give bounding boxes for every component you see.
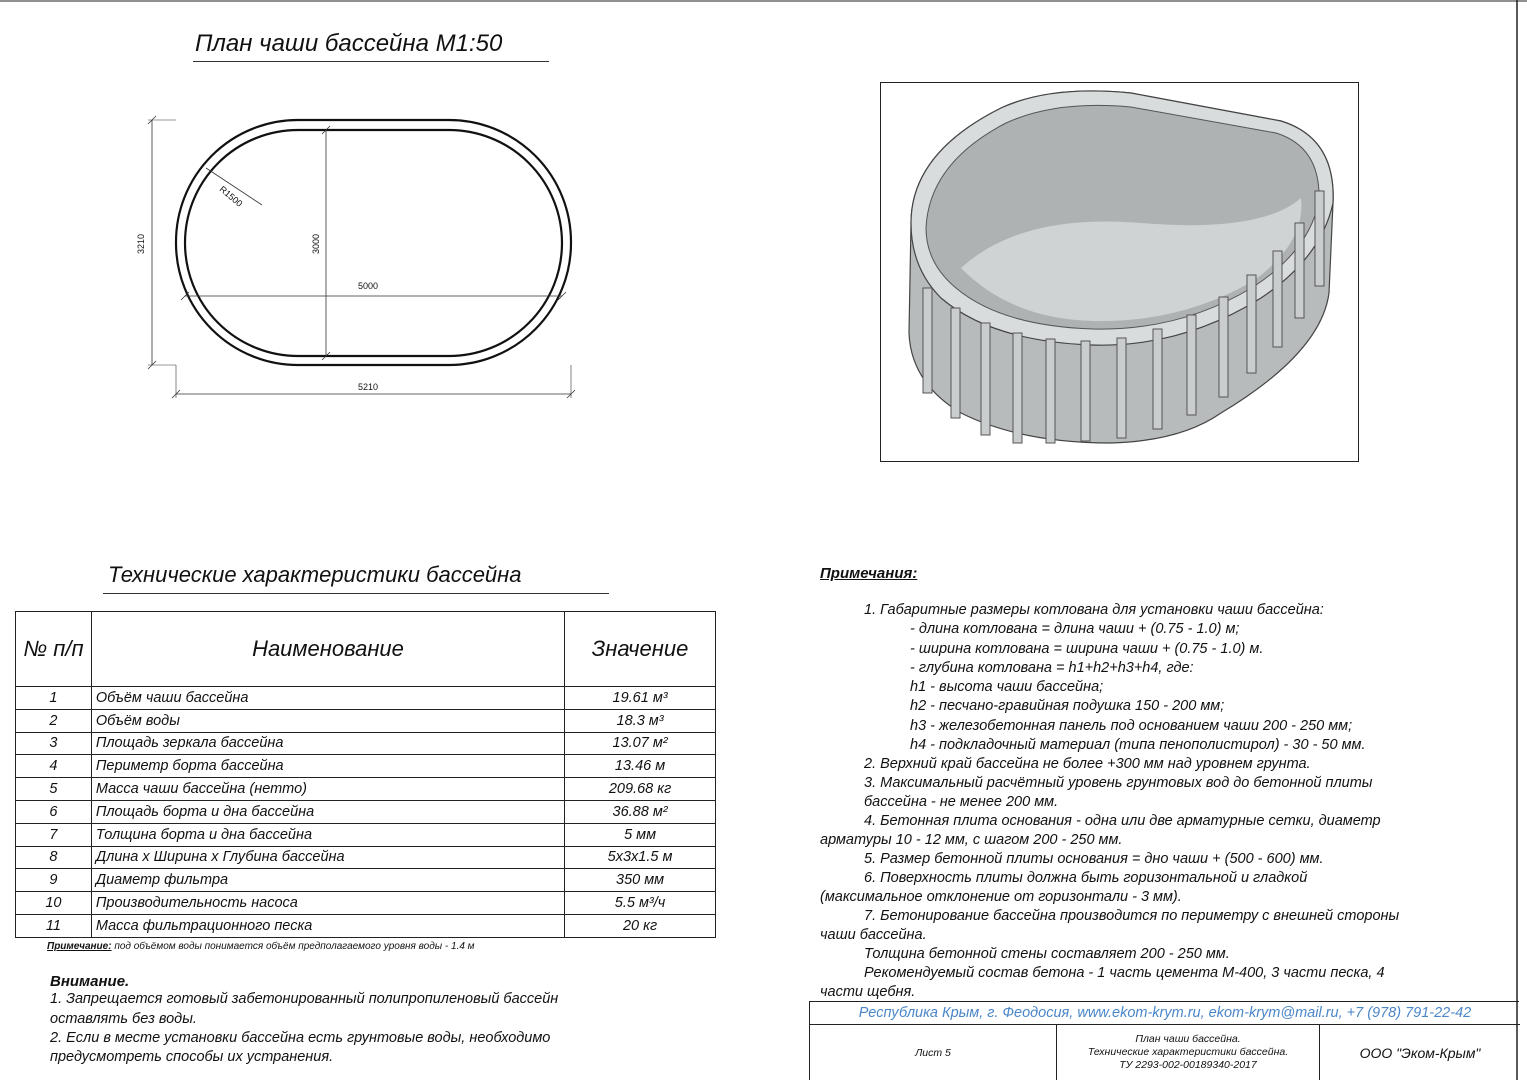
row-num: 2 bbox=[16, 709, 92, 732]
row-name: Толщина борта и дна бассейна bbox=[91, 823, 564, 846]
specs-table bbox=[15, 611, 716, 938]
note-line: h1 - высота чаши бассейна; bbox=[910, 679, 1104, 695]
notes-title: Примечания: bbox=[820, 565, 918, 582]
table-note bbox=[47, 941, 475, 952]
note-line: - глубина котлована = h1+h2+h3+h4, где: bbox=[910, 660, 1194, 676]
row-value: 20 кг bbox=[565, 914, 716, 937]
row-name: Длина х Ширина х Глубина бассейна bbox=[91, 846, 564, 869]
attention-line: оставлять без воды. bbox=[50, 1011, 197, 1027]
title-block-company: ООО "Эком-Крым" bbox=[1359, 1045, 1481, 1061]
table-row bbox=[16, 846, 716, 869]
table-note-text: под объёмом воды понимается объём предполагаемого уровня воды - 1.4 м bbox=[111, 941, 475, 952]
row-name: Объём чаши бассейна bbox=[91, 687, 564, 710]
table-note-label: Примечание: bbox=[47, 941, 112, 952]
pool-3d-view bbox=[880, 82, 1359, 462]
row-value: 36.88 м² bbox=[565, 800, 716, 823]
note-line: (максимальное отклонение от горизонтали - 3 мм). bbox=[820, 889, 1182, 905]
dim-inner-length-label: 5000 bbox=[358, 281, 379, 291]
row-name: Площадь зеркала бассейна bbox=[91, 732, 564, 755]
row-value: 350 мм bbox=[565, 869, 716, 892]
note-line: Рекомендуемый состав бетона - 1 часть цемента М-400, 3 части песка, 4 bbox=[864, 965, 1385, 981]
table-row bbox=[16, 892, 716, 915]
dim-radius-label: R1500 bbox=[217, 184, 245, 209]
row-name: Диаметр фильтра bbox=[91, 869, 564, 892]
pool-3d-render bbox=[881, 83, 1357, 460]
row-num: 5 bbox=[16, 778, 92, 801]
title-block-document bbox=[1057, 1025, 1320, 1080]
table-row bbox=[16, 914, 716, 937]
row-value: 18.3 м³ bbox=[565, 709, 716, 732]
row-value: 19.61 м³ bbox=[565, 687, 716, 710]
row-num: 9 bbox=[16, 869, 92, 892]
note-line: чаши бассейна. bbox=[820, 927, 927, 943]
row-value: 5х3х1.5 м bbox=[565, 846, 716, 869]
note-line: 1. Габаритные размеры котлована для установки чаши бассейна: bbox=[864, 602, 1324, 618]
note-line: h3 - железобетонная панель под основанием чаши 200 - 250 мм; bbox=[910, 718, 1353, 734]
row-name: Объём воды bbox=[91, 709, 564, 732]
row-num: 4 bbox=[16, 755, 92, 778]
row-name: Периметр борта бассейна bbox=[91, 755, 564, 778]
row-name: Масса чаши бассейна (нетто) bbox=[91, 778, 564, 801]
row-num: 11 bbox=[16, 914, 92, 937]
title-block-doc-line: Технические характеристики бассейна. bbox=[1087, 1046, 1289, 1058]
row-num: 7 bbox=[16, 823, 92, 846]
note-line: 5. Размер бетонной плиты основания = дно чаши + (500 - 600) мм. bbox=[864, 851, 1324, 867]
note-line: 4. Бетонная плита основания - одна или две арматурные сетки, диаметр bbox=[864, 813, 1381, 829]
row-value: 5.5 м³/ч bbox=[565, 892, 716, 915]
title-block-sheet: Лист 5 bbox=[810, 1025, 1057, 1080]
note-line: h2 - песчано-гравийная подушка 150 - 200 мм; bbox=[910, 698, 1225, 714]
plan-title: План чаши бассейна М1:50 bbox=[195, 30, 503, 57]
note-line: 2. Верхний край бассейна не более +300 мм над уровнем грунта. bbox=[864, 756, 1311, 772]
table-row bbox=[16, 732, 716, 755]
table-row bbox=[16, 687, 716, 710]
row-num: 3 bbox=[16, 732, 92, 755]
dim-outer-length-label: 5210 bbox=[358, 382, 379, 392]
specs-title-underline bbox=[103, 593, 609, 594]
note-line: 6. Поверхность плиты должна быть горизонтальной и гладкой bbox=[864, 870, 1308, 886]
note-line: - длина котлована = длина чаши + (0.75 - 1.0) м; bbox=[910, 621, 1240, 637]
title-block bbox=[809, 1001, 1519, 1080]
note-line: Толщина бетонной стены составляет 200 - 250 мм. bbox=[864, 946, 1230, 962]
row-value: 13.46 м bbox=[565, 755, 716, 778]
row-name: Площадь борта и дна бассейна bbox=[91, 800, 564, 823]
table-row bbox=[16, 869, 716, 892]
note-line: 3. Максимальный расчётный уровень грунтовых вод до бетонной плиты bbox=[864, 775, 1373, 791]
note-line: 7. Бетонирование бассейна производится по периметру с внешней стороны bbox=[864, 908, 1400, 924]
row-num: 8 bbox=[16, 846, 92, 869]
row-value: 5 мм bbox=[565, 823, 716, 846]
title-block-contacts: Республика Крым, г. Феодосия, www.ekom-krym.ru, ekom-krym@mail.ru, +7 (978) 791-22-42 bbox=[810, 1002, 1520, 1025]
attention-line: 1. Запрещается готовый забетонированный полипропиленовый бассейн bbox=[50, 991, 559, 1007]
table-row bbox=[16, 755, 716, 778]
table-row bbox=[16, 778, 716, 801]
note-line: бассейна - не менее 200 мм. bbox=[864, 794, 1059, 810]
row-value: 209.68 кг bbox=[565, 778, 716, 801]
dim-inner-height-label: 3000 bbox=[311, 233, 321, 254]
row-num: 1 bbox=[16, 687, 92, 710]
header-name: Наименование bbox=[91, 612, 564, 687]
attention-title: Внимание. bbox=[50, 973, 130, 990]
specs-title: Технические характеристики бассейна bbox=[108, 562, 522, 587]
row-name: Масса фильтрационного песка bbox=[91, 914, 564, 937]
row-num: 6 bbox=[16, 800, 92, 823]
title-block-doc-line: ТУ 2293-002-00189340-2017 bbox=[1119, 1059, 1257, 1071]
row-value: 13.07 м² bbox=[565, 732, 716, 755]
specs-header-row bbox=[16, 612, 716, 687]
note-line: части щебня. bbox=[820, 984, 916, 1000]
table-row bbox=[16, 823, 716, 846]
row-num: 10 bbox=[16, 892, 92, 915]
title-block-doc-line: План чаши бассейна. bbox=[1135, 1033, 1241, 1045]
dim-outer-height-label: 3210 bbox=[136, 233, 146, 254]
attention-line: предусмотреть способы их устранения. bbox=[50, 1049, 334, 1065]
header-value: Значение bbox=[565, 612, 716, 687]
note-line: - ширина котлована = ширина чаши + (0.75 - 1.0) м. bbox=[910, 641, 1264, 657]
row-name: Производительность насоса bbox=[91, 892, 564, 915]
table-row bbox=[16, 709, 716, 732]
note-line: h4 - подкладочный материал (типа пенополистирол) - 30 - 50 мм. bbox=[910, 737, 1366, 753]
note-line: арматуры 10 - 12 мм, с шагом 200 - 250 мм. bbox=[820, 832, 1123, 848]
table-row bbox=[16, 800, 716, 823]
attention-line: 2. Если в месте установки бассейна есть грунтовые воды, необходимо bbox=[50, 1030, 551, 1046]
header-num: № п/п bbox=[16, 612, 92, 687]
